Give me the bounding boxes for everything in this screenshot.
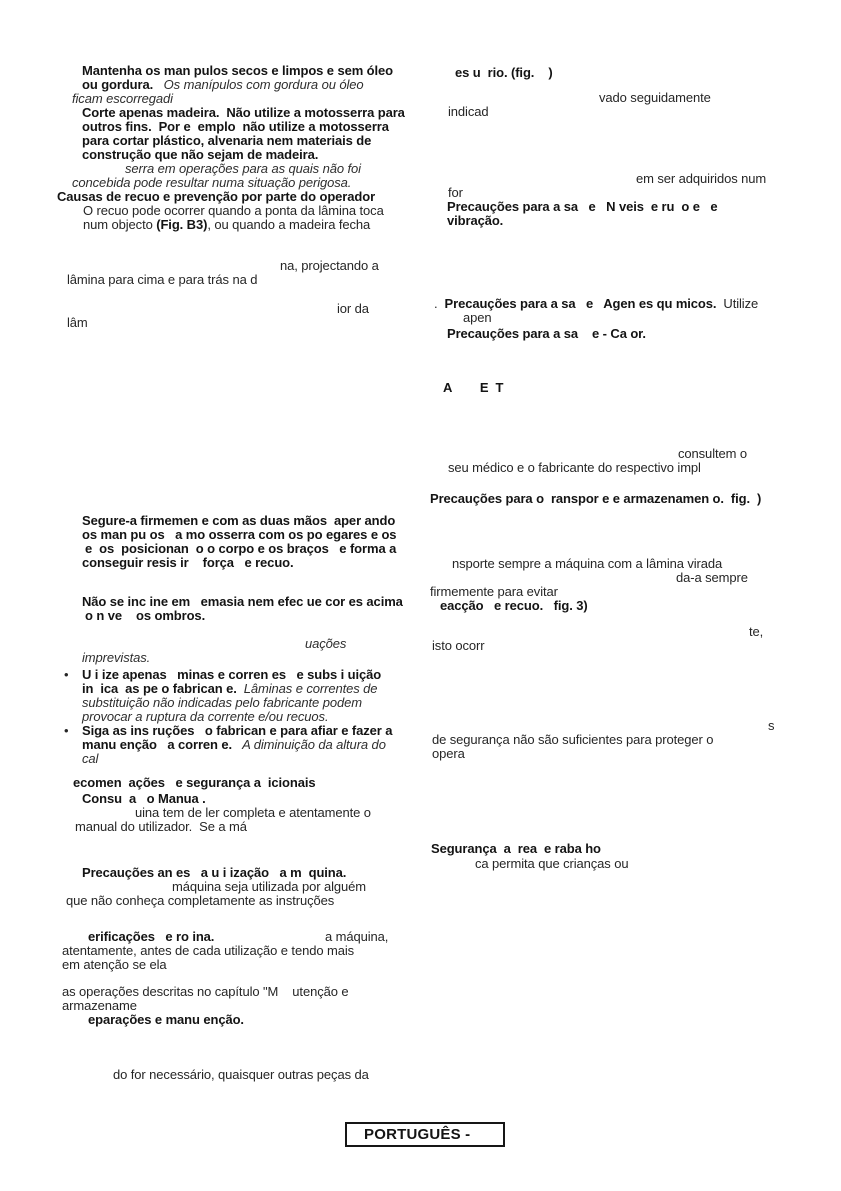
text-segment: cal [82,751,99,766]
text-segment: lâmina para cima e para trás na d [67,272,258,287]
language-footer-box [345,1122,505,1147]
text-segment: em atenção se ela [62,957,167,972]
text-line [83,204,384,218]
text-segment: outros fins. Por e emplo não utilize a motosserra [82,119,389,134]
text-line [448,186,463,200]
text-line [82,792,206,806]
text-segment: Utilize [716,296,759,311]
text-line [82,651,150,665]
text-line [676,571,748,585]
text-segment: vado seguidamente [599,90,711,105]
text-segment: Precauções an es a u i ização a m quina. [82,865,347,880]
text-segment: os man pu os a mo osserra com os po egares e os [82,527,397,542]
text-line [82,64,393,78]
text-segment: Precauções para a sa e - Ca or. [447,326,646,341]
text-line [82,528,396,542]
text-segment: manu enção a corren e. [82,737,233,752]
text-line [430,585,558,599]
text-segment: o n ve os ombros. [85,608,206,623]
text-segment: do for necessário, quaisquer outras peças da [113,1067,369,1082]
text-line [447,214,503,228]
text-line [82,148,318,162]
text-line [82,78,364,92]
text-segment: de segurança não são suficientes para proteger o [432,732,714,747]
text-line [678,447,747,461]
text-line [82,682,377,696]
text-segment: em ser adquiridos num [636,171,767,186]
text-line [88,930,214,944]
text-segment: construção que não sejam de madeira. [82,147,319,162]
text-line [125,162,361,176]
text-line [62,944,354,958]
text-segment: Corte apenas madeira. Não utilize a motosserra para [82,105,405,120]
text-line [82,120,389,134]
text-segment: as operações descritas no capítulo "M utenção e [62,984,349,999]
text-segment: O recuo pode ocorrer quando a ponta da lâmina toca [83,203,384,218]
text-segment: eparações e manu enção. [88,1012,244,1027]
text-line [82,752,98,766]
text-line [85,609,205,623]
text-line [443,381,503,395]
text-line [434,297,758,311]
text-segment: te, [749,624,764,639]
text-line [337,302,369,316]
text-line [135,806,371,820]
text-segment: es u rio. (fig. ) [455,65,553,80]
text-line [599,91,711,105]
text-segment: conseguir resis ir força e recuo. [82,555,294,570]
text-segment: máquina seja utilizada por alguém [172,879,366,894]
text-line [447,200,718,214]
text-line [448,105,489,119]
text-line [83,218,370,232]
text-line [82,134,371,148]
text-segment: atentamente, antes de cada utilização e tendo mais [62,943,355,958]
text-segment: ior da [337,301,369,316]
text-line [113,1068,369,1082]
text-line [448,461,701,475]
text-line [768,719,774,733]
text-segment: lâm [67,315,88,330]
text-line [440,599,588,613]
text-segment: Siga as ins ruções o fabrican e para afiar e fazer a [82,723,393,738]
text-segment: manual do utilizador. Se a má [75,819,247,834]
bullet [64,724,68,738]
text-segment: Causas de recuo e prevenção por parte do operador [57,189,376,204]
text-line [75,820,247,834]
text-segment: Precauções para a sa e Agen es qu micos. [444,296,717,311]
text-segment: Segure-a firmemen e com as duas mãos aper ando [82,513,396,528]
text-segment: que não conheça completamente as instruções [66,893,335,908]
text-line [62,985,349,999]
text-segment: consultem o [678,446,747,461]
text-segment: nsporte sempre a máquina com a lâmina virada [452,556,723,571]
text-segment: a máquina, [325,929,389,944]
text-line [475,857,628,871]
text-line [66,894,334,908]
text-line [172,880,366,894]
text-segment: ou gordura. [82,77,154,92]
text-line [452,557,722,571]
text-segment: ecomen ações e segurança a icionais [73,775,316,790]
text-line [432,733,713,747]
text-segment: seu médico e o fabricante do respectivo impl [448,460,701,475]
text-segment: (Fig. B3) [156,217,208,232]
text-line [62,958,167,972]
text-line [88,1013,244,1027]
text-line [82,866,346,880]
text-segment: , ou quando a madeira fecha [207,217,371,232]
text-segment: ca permita que crianças ou [475,856,629,871]
text-segment: A E T [443,380,504,395]
text-line [82,696,362,710]
text-segment: concebida pode resultar numa situação perigosa. [72,175,352,190]
text-segment: uações [305,636,347,651]
text-line [82,724,392,738]
text-segment: uina tem de ler completa e atentamente o [135,805,371,820]
text-segment: A diminuição da altura do [232,737,386,752]
text-line [82,106,405,120]
text-line [72,176,351,190]
text-line [67,273,257,287]
text-line [432,639,484,653]
text-segment: vibração. [447,213,504,228]
text-line [455,66,553,80]
text-line [305,637,346,651]
text-segment: • [64,723,69,738]
language-footer-label: PORTUGUÊS - [364,1126,471,1143]
text-segment: da-a sempre [676,570,748,585]
text-segment: for [448,185,463,200]
text-segment: apen [463,310,492,325]
text-segment: armazename [62,998,137,1013]
text-line [432,747,465,761]
text-segment: Lâminas e correntes de [236,681,378,696]
text-line [431,842,601,856]
text-line [636,172,766,186]
text-line [749,625,763,639]
text-segment: provocar a ruptura da corrente e/ou recuos. [82,709,329,724]
text-segment: firmemente para evitar [430,584,558,599]
text-segment: na, projectando a [280,258,379,273]
text-line [82,514,395,528]
text-segment: indicad [448,104,489,119]
text-segment: Consu a o Manua . [82,791,206,806]
text-segment: num objecto [83,217,157,232]
text-segment: Precauções para a sa e N veis e ru o e e [447,199,718,214]
text-line [82,710,328,724]
text-line [325,930,388,944]
text-line [430,492,761,506]
text-segment: s [768,718,775,733]
text-segment: isto ocorr [432,638,485,653]
text-line [85,542,396,556]
text-segment: imprevistas. [82,650,151,665]
text-line [447,327,646,341]
text-line [67,316,88,330]
text-segment: ficam escorregadi [72,91,173,106]
text-segment: Os manípulos com gordura ou óleo [153,77,364,92]
text-line [463,311,492,325]
text-segment: Precauções para o ranspor e e armazenamen o. fig. ) [430,491,762,506]
text-segment: substituição não indicadas pelo fabricante podem [82,695,362,710]
text-segment: erificações e ro ina. [88,929,215,944]
text-line [73,776,316,790]
text-segment: Não se inc ine em emasia nem efec ue cor es acima [82,594,403,609]
text-segment: . [434,296,445,311]
text-line [82,738,386,752]
text-segment: in ica as pe o fabrican e. [82,681,237,696]
text-segment: • [64,667,69,682]
text-segment: U i ize apenas minas e corren es e subs i uição [82,667,382,682]
text-segment: para cortar plástico, alvenaria nem materiais de [82,133,372,148]
text-line [280,259,379,273]
text-line [72,92,173,106]
text-segment: Segurança a rea e raba ho [431,841,601,856]
text-line [57,190,375,204]
text-line [62,999,137,1013]
text-line [82,595,403,609]
text-segment: Mantenha os man pulos secos e limpos e sem óleo [82,63,394,78]
text-segment: serra em operações para as quais não foi [125,161,361,176]
text-segment: e os posicionan o o corpo e os braços e forma a [85,541,397,556]
text-line [82,668,381,682]
text-segment: opera [432,746,465,761]
text-segment: eacção e recuo. fig. 3) [440,598,588,613]
bullet [64,668,68,682]
text-line [82,556,294,570]
